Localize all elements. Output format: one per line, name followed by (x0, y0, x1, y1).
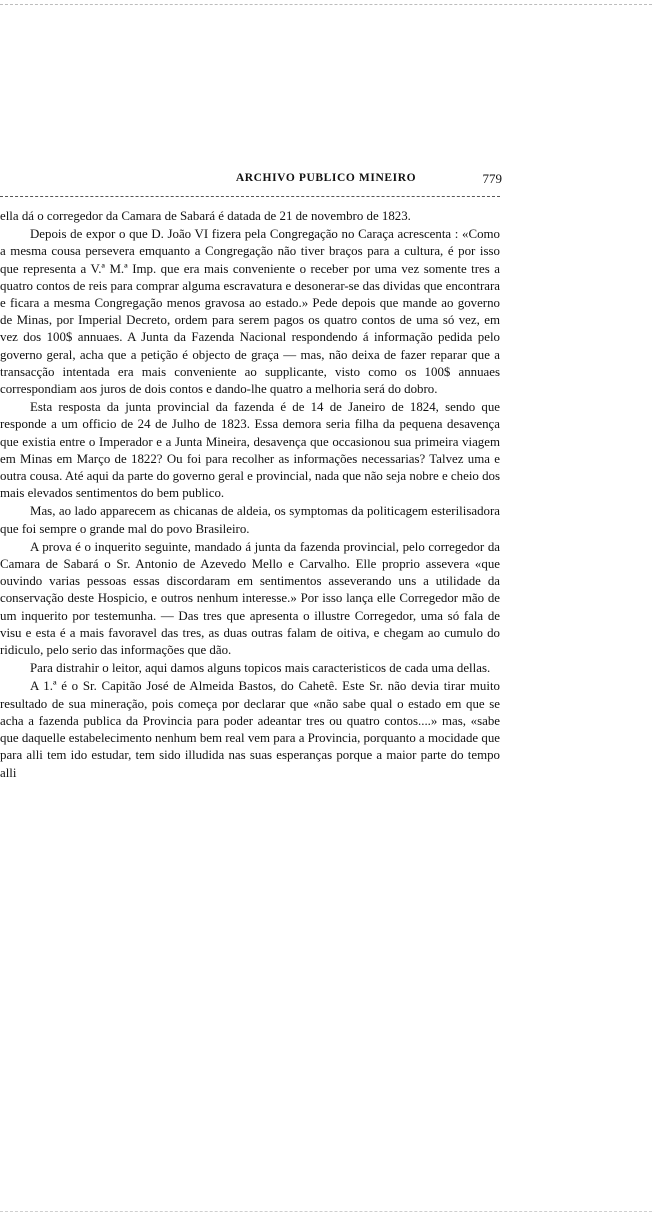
header-rule (0, 196, 500, 197)
paragraph: Esta resposta da junta provincial da fazenda é de 14 de Janeiro de 1824, sendo que responde a um officio de 24 de Julho de 1823. Essa demora seria filha da pequena desavença que existia entre o Imperador e a Junta Mineira, desavença que occasionou sua primeira viagem em Minas em Março de 1822? Ou foi para recolher as informações necessarias? Talvez uma e outra cousa. Até aqui da parte do governo geral e provincial, nada que não seja nobre e cheio dos mais elevados sentimentos do bem publico. (0, 400, 500, 501)
paragraph: Para distrahir o leitor, aqui damos alguns topicos mais caracteristicos de cada uma dellas. (30, 661, 491, 676)
page-header (0, 172, 652, 194)
bottom-scan-rule (0, 1211, 652, 1212)
running-title: ARCHIVO PUBLICO MINEIRO (235, 172, 417, 184)
paragraph: A prova é o inquerito seguinte, mandado á junta da fazenda provincial, pelo corregedor da Camara de Sabará o Sr. Antonio de Azevedo Mello e Carvalho. Elle proprio assevera «que ouvindo varias pessoas essas discordaram em sentimentos asseverando uns a utilidade da conservação deste Hospicio, e outros nenhum interesse.» Por isso lança elle Corregedor mão de um inquerito por testemunha. — Das tres que apresenta o illustre Corregedor, uma só fala de visu e esta é a mais favoravel das tres, as duas outras falam de oitiva, e chegam ao cumulo do ridiculo, pelo serio das informações que dão. (0, 539, 500, 658)
top-scan-rule (0, 4, 652, 5)
body-text (0, 208, 500, 782)
paragraph: Mas, ao lado apparecem as chicanas de aldeia, os symptomas da politicagem esterilisadora que foi sempre o grande mal do povo Brasileiro. (0, 504, 500, 536)
page-number: 779 (482, 171, 502, 186)
paragraph: Depois de expor o que D. João VI fizera pela Congregação no Caraça acrescenta : «Como a mesma cousa persevera emquanto a Congregação não tiver braços para a cultura, é por isso que representa a V.ª M.ª Imp. que era mais conveniente o receber por uma vez somente tres a quatro contos de reis para comprar alguma escravatura e desonerar-se das dividas que encontrara e ficara a mesma Congregação menos gravosa ao estado.» Pede depois que mande ao governo de Minas, por Imperial Decreto, ordem para serem pagos os quatro contos de uma só vez, em vez dos 100$ annuaes. A Junta da Fazenda Nacional respondendo á informação pedida pelo governo geral, acha que a petição é objecto de graça — mas, não deixa de fazer reparar que a transacção intentada era mais conveniente ao supplicante, visto como os 100$ annuaes correspondiam aos juros de dois contos e dando-lhe quatro a melhoria será do dobro. (0, 227, 500, 397)
paragraph-continuation: ella dá o corregedor da Camara de Sabará é datada de 21 de novembro de 1823. (0, 209, 411, 223)
paragraph: A 1.ª é o Sr. Capitão José de Almeida Bastos, do Cahetê. Este Sr. não devia tirar muito resultado de sua mineração, pois começa por declarar que «não sabe qual o estado em que se acha a fazenda publica da Provincia para poder adeantar tres ou quatro contos....» mas, «sabe que daquelle estabelecimento nenhum bem real vem para a Provincia, porquanto a mocidade que para alli tem ido estudar, tem sido illudida nas suas esperanças porque a maior parte do tempo alli (0, 679, 500, 780)
